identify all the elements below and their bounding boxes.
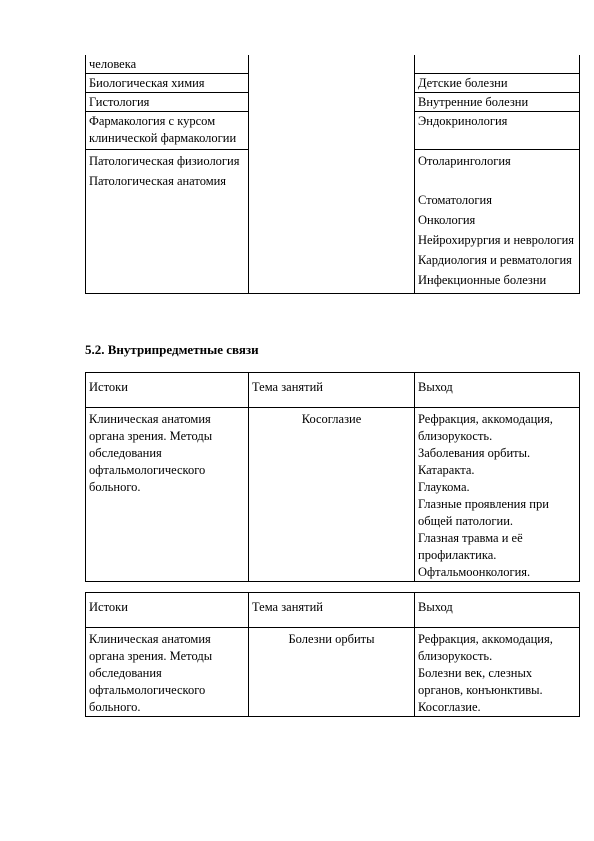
list-item: Офтальмоонкология. [418, 565, 531, 579]
intra-subject-table-1 [85, 372, 580, 582]
output-cell [415, 408, 580, 582]
table-cell: Детские болезни [415, 74, 580, 93]
intra-subject-table-2 [85, 592, 580, 717]
list-item: Стоматология [418, 193, 492, 207]
table-header-row [86, 593, 580, 628]
table-row [86, 55, 580, 74]
column-header: Истоки [86, 593, 249, 628]
output-cell [415, 628, 580, 717]
source-cell: Клиническая анатомия органа зрения. Методы обследования офтальмологического больного. [86, 408, 249, 582]
table-cell: человека [86, 55, 249, 74]
list-item: Глаукома. [418, 480, 470, 494]
list-item: Глазная травма и её профилактика. [418, 531, 523, 562]
table-cell-right-list [415, 150, 580, 294]
section-heading: 5.2. Внутрипредметные связи [85, 342, 259, 357]
table-cell: Биологическая химия [86, 74, 249, 93]
column-header: Тема занятий [249, 373, 415, 408]
empty-middle-cell [249, 55, 415, 294]
topic-cell: Болезни орбиты [249, 628, 415, 717]
column-header: Выход [415, 373, 580, 408]
list-item: Онкология [418, 213, 476, 227]
list-item: Патологическая физиология [89, 154, 240, 168]
table-cell: Эндокринология [415, 112, 580, 150]
table-row [86, 628, 580, 717]
list-item: Косоглазие. [418, 700, 481, 714]
list-item: Глазные проявления при общей патологии. [418, 497, 549, 528]
topic-cell: Косоглазие [249, 408, 415, 582]
list-item: Рефракция, аккомодация, близорукость. [418, 632, 553, 663]
source-cell: Клиническая анатомия органа зрения. Методы обследования офтальмологического больного. [86, 628, 249, 717]
list-item: Заболевания орбиты. [418, 446, 531, 460]
table-cell-left-list [86, 150, 249, 294]
table-cell: Фармакология с курсом клинической фармакологии [86, 112, 249, 150]
list-item: Инфекционные болезни [418, 273, 547, 287]
list-item: Отоларингология [418, 154, 511, 168]
column-header: Тема занятий [249, 593, 415, 628]
column-header: Истоки [86, 373, 249, 408]
table-cell: Внутренние болезни [415, 93, 580, 112]
list-item: Нейрохирургия и неврология [418, 233, 575, 247]
list-item: Катаракта. [418, 463, 475, 477]
table-cell [415, 55, 580, 74]
related-disciplines-table [85, 55, 580, 294]
list-item: Патологическая анатомия [89, 174, 227, 188]
document-page [85, 55, 579, 717]
table-cell: Гистология [86, 93, 249, 112]
column-header: Выход [415, 593, 580, 628]
list-item: Рефракция, аккомодация, близорукость. [418, 412, 553, 443]
list-item: Болезни век, слезных органов, конъюнктивы. [418, 666, 543, 697]
table-row [86, 408, 580, 582]
list-item: Кардиология и ревматология [418, 253, 572, 267]
table-header-row [86, 373, 580, 408]
